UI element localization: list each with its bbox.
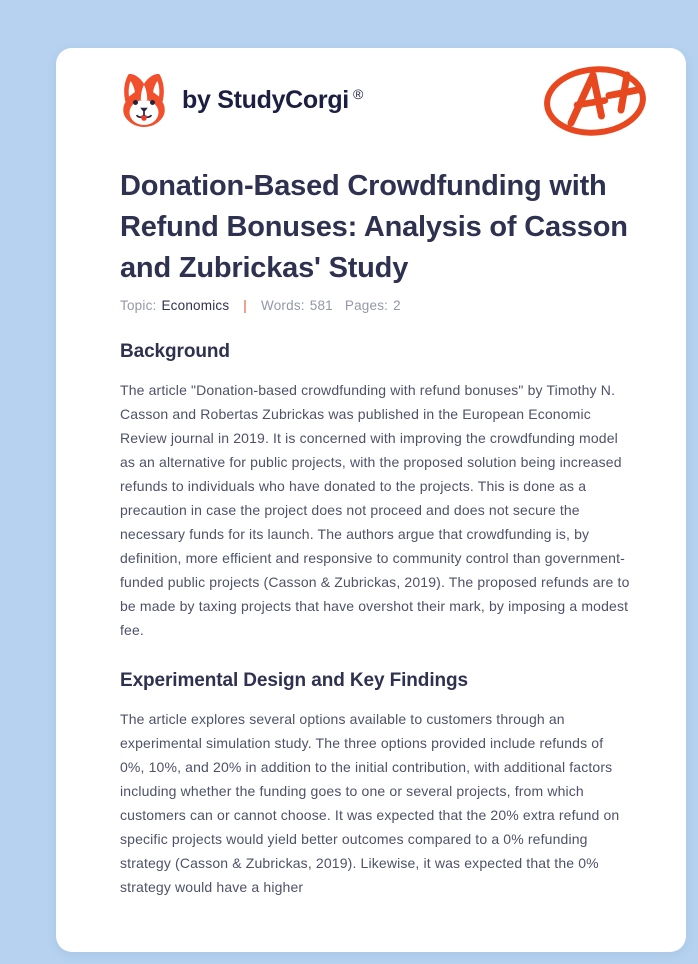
document-content <box>56 166 686 899</box>
section-heading-experimental-design: Experimental Design and Key Findings <box>120 670 468 691</box>
brand-text: by StudyCorgi <box>182 85 349 114</box>
registered-trademark: ® <box>352 86 364 102</box>
studycorgi-brand[interactable] <box>120 72 364 128</box>
a-plus-grade-icon <box>542 62 648 140</box>
pages-value: 2 <box>393 298 401 313</box>
corgi-logo-icon <box>120 72 168 128</box>
pages-label: Pages: <box>344 298 389 313</box>
section-heading-background: Background <box>120 341 230 362</box>
section-body-background: The article "Donation-based crowdfunding with refund bonuses" by Timothy N. Casson and Robertas Zubrickas was published in the European Economic Review journal in 2019. It is concerned with improving the crowdfunding model as an alternative for public projects, with the proposed solution being increased refunds to individuals who have donated to the projects. This is done as a precaution in case the project does not proceed and does not secure the necessary funds for its launch. The authors argue that crowdfunding is, by definition, more efficient and responsive to community control than government-funded public projects (Casson & Zubrickas, 2019). The proposed refunds are to be made by taxing projects that have overshot their mark, by imposing a modest fee. <box>120 382 630 638</box>
meta-row <box>120 298 631 313</box>
meta-separator: | <box>243 298 248 313</box>
words-label: Words: <box>261 298 305 313</box>
card-header <box>56 48 686 136</box>
topic-link[interactable]: Economics <box>161 298 230 313</box>
section-body-experimental-design: The article explores several options available to customers through an experimental simulation study. The three options provided include refunds of 0%, 10%, and 20% in addition to the initial contribution, with additional factors including whether the funding goes to one or several projects, from which customers can or cannot choose. It was expected that the 20% extra refund on specific projects would yield better outcomes compared to a 0% refunding strategy (Casson & Zubrickas, 2019). Likewise, it was expected that the 0% strategy would have a higher <box>120 711 620 895</box>
document-card <box>56 48 686 952</box>
topic-label: Topic: <box>120 298 157 313</box>
words-value: 581 <box>309 298 333 313</box>
page-title: Donation-Based Crowdfunding with Refund Bonuses: Analysis of Casson and Zubrickas' Study <box>120 170 628 284</box>
